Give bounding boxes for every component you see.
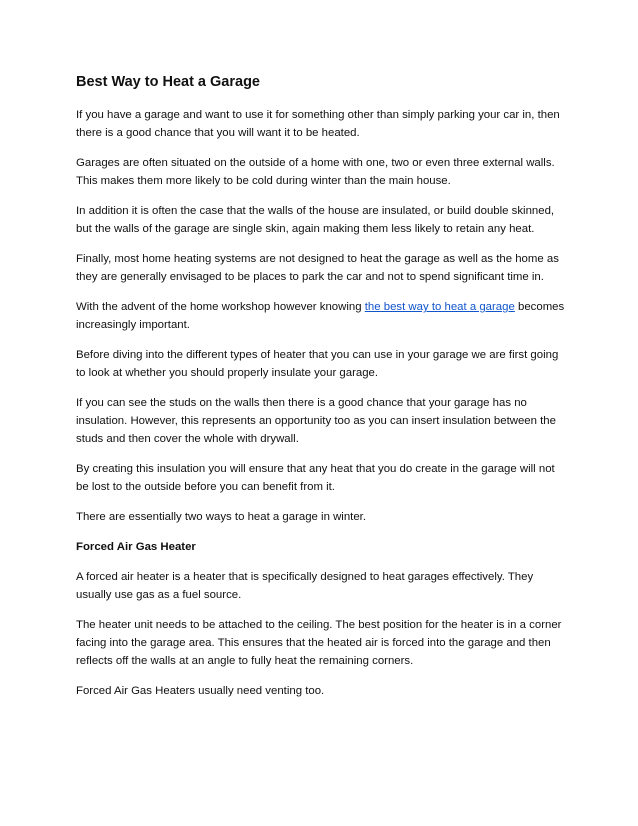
subheading-forced-air: Forced Air Gas Heater xyxy=(76,541,196,553)
paragraph-studs: If you can see the studs on the walls then there is a good chance that your garage has no insulation. However, this represents an opportunity too as you can insert insulation between the studs and then cover the whole with drywall. xyxy=(76,397,556,445)
workshop-text-before: With the advent of the home workshop however knowing xyxy=(76,301,365,313)
document-page xyxy=(76,72,566,712)
best-way-link[interactable]: the best way to heat a garage xyxy=(364,301,515,313)
document-title: Best Way to Heat a Garage xyxy=(76,74,260,90)
workshop-text-after: becomes increasingly important. xyxy=(76,301,565,331)
paragraph-before-diving: Before diving into the different types of heater that you can use in your garage we are first going to look at whether you should properly insulate your garage. xyxy=(76,349,559,379)
paragraph-venting: Forced Air Gas Heaters usually need venting too. xyxy=(76,685,325,697)
paragraph-creating-insulation: By creating this insulation you will ensure that any heat that you do create in the garage will not be lost to the outside before you can benefit from it. xyxy=(76,463,555,493)
paragraph-external-walls: Garages are often situated on the outside of a home with one, two or even three external walls. This makes them more likely to be cold during winter than the main house. xyxy=(76,157,555,187)
paragraph-heating-systems: Finally, most home heating systems are not designed to heat the garage as well as the home as they are generally envisaged to be places to park the car and not to spend significant time in. xyxy=(76,253,559,283)
paragraph-workshop xyxy=(76,298,566,334)
paragraph-insulated-walls: In addition it is often the case that the walls of the house are insulated, or build double skinned, but the walls of the garage are single skin, again making them less likely to retain any heat. xyxy=(76,205,555,235)
paragraph-two-ways: There are essentially two ways to heat a garage in winter. xyxy=(76,511,366,523)
paragraph-ceiling-position: The heater unit needs to be attached to the ceiling. The best position for the heater is in a corner facing into the garage area. This ensures that the heated air is forced into the garage and then reflects off the walls at an angle to fully heat the remaining corners. xyxy=(76,619,562,667)
paragraph-forced-air-definition: A forced air heater is a heater that is specifically designed to heat garages effectively. They usually use gas as a fuel source. xyxy=(76,571,534,601)
paragraph-intro: If you have a garage and want to use it for something other than simply parking your car in, then there is a good chance that you will want it to be heated. xyxy=(76,109,560,139)
